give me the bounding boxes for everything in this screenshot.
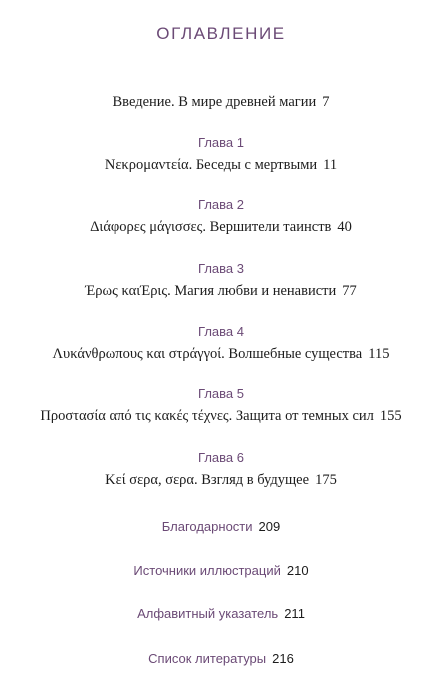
toc-heading: ОГЛАВЛЕНИЕ (156, 24, 286, 43)
toc-entry-page: 175 (315, 472, 337, 488)
toc-entry-chapter-2[interactable] (0, 219, 442, 236)
toc-entry-title: Источники иллюстраций (133, 563, 281, 578)
toc-entry-bibliography[interactable] (0, 651, 442, 666)
toc-entry-title: Προστασία από τις κακές τέχνες. Защита от темных сил (40, 408, 374, 424)
toc-entry-page: 7 (322, 94, 330, 110)
toc-entry-title: Введение. В мире древней магии (112, 94, 317, 110)
toc-entry-chapter-1[interactable] (0, 157, 442, 174)
chapter-label-5: Глава 5 (198, 386, 244, 401)
toc-entry-chapter-3[interactable] (0, 283, 442, 300)
toc-entry-acknowledgements[interactable] (0, 519, 442, 534)
chapter-label-1: Глава 1 (198, 135, 244, 150)
toc-entry-page: 155 (379, 408, 402, 424)
toc-entry-title: Список литературы (148, 651, 267, 666)
toc-entry-page: 77 (342, 283, 357, 299)
chapter-label-6: Глава 6 (198, 450, 244, 465)
toc-entry-page: 11 (323, 157, 338, 173)
toc-entry-page: 216 (272, 651, 294, 666)
toc-entry-title: Νεκρομαντεία. Беседы с мертвыми (104, 157, 318, 173)
toc-entry-title: Λυκάνθρωπους και στράγγοί. Волшебные существа (52, 346, 363, 362)
toc-entry-chapter-6[interactable] (0, 472, 442, 489)
toc-entry-title: Έρως καιΈρις. Магия любви и ненависти (85, 283, 337, 299)
toc-entry-title: Διάφορες μάγισσες. Вершители таинств (90, 219, 332, 235)
chapter-label-4: Глава 4 (198, 324, 244, 339)
toc-entry-title: Благодарности (161, 519, 253, 534)
toc-entry-page: 40 (337, 219, 352, 235)
toc-entry-page: 115 (368, 346, 390, 362)
chapter-label-2: Глава 2 (198, 197, 244, 212)
toc-entry-page: 211 (284, 606, 305, 621)
toc-entry-chapter-5[interactable] (0, 408, 442, 425)
toc-entry-chapter-4[interactable] (0, 346, 442, 363)
chapter-label-3: Глава 3 (198, 261, 244, 276)
toc-entry-title: Алфавитный указатель (137, 606, 279, 621)
toc-entry-illustration-sources[interactable] (0, 563, 442, 578)
toc-entry-index[interactable] (0, 606, 442, 621)
toc-entry-page: 209 (258, 519, 281, 534)
toc-entry-page: 210 (286, 563, 309, 578)
toc-entry-title: Κεί σερα, σερα. Взгляд в будущее (105, 472, 310, 488)
toc-entry-intro[interactable] (0, 94, 442, 111)
